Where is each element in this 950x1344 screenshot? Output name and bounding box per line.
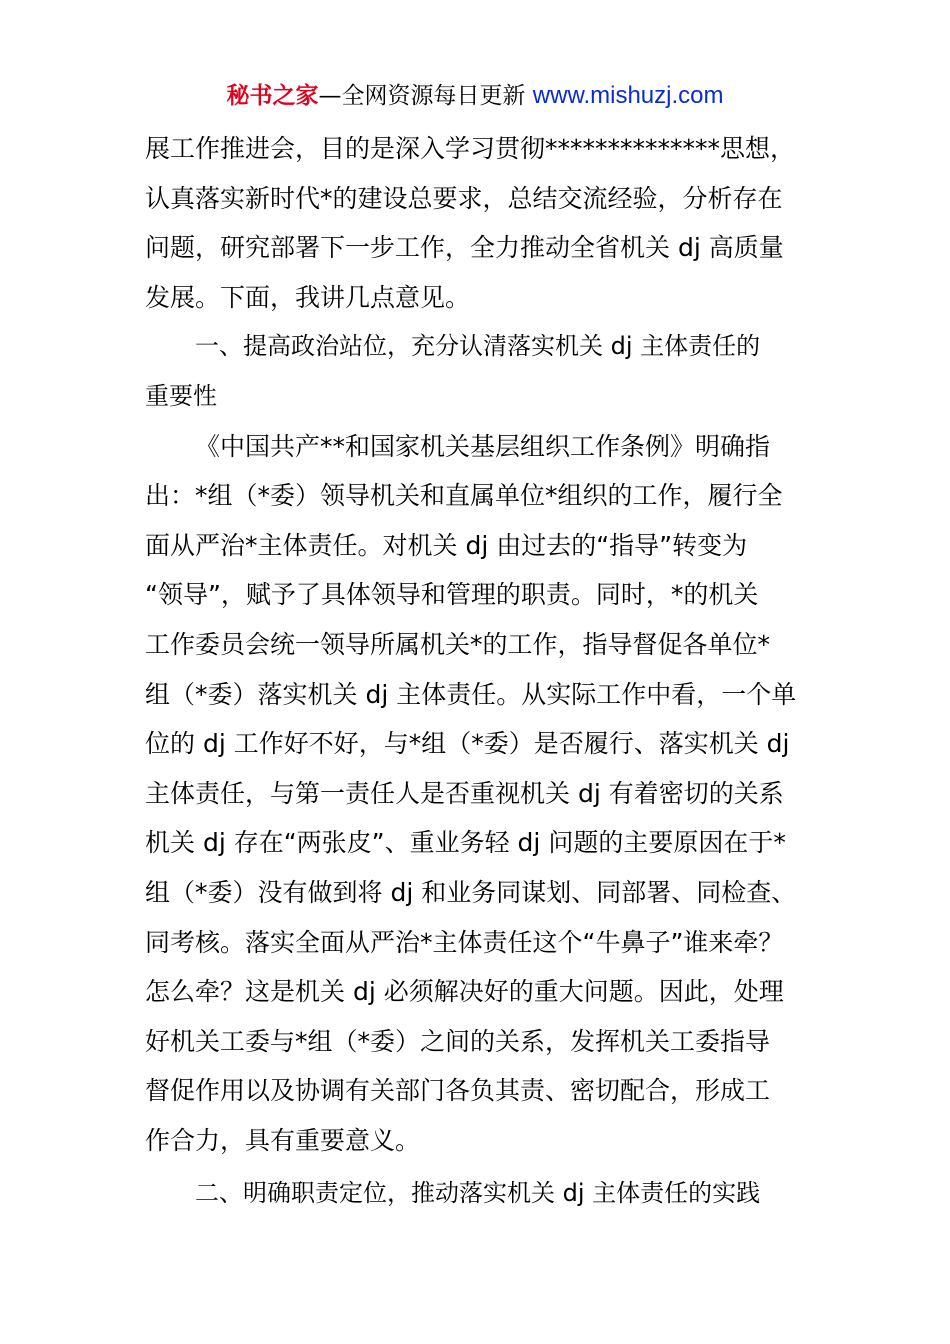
text-line: “领导”，赋予了具体领导和管理的职责。同时，*的机关 [145,580,759,610]
text-line: 同考核。落实全面从严治*主体责任这个“牛鼻子”谁来牵？ [145,927,784,957]
text-line: 组（*委）没有做到将 dj 和业务同谋划、同部署、同检查、 [145,877,797,907]
site-brand: 秘书之家 [226,83,319,109]
text-line: 面从严治*主体责任。对机关 dj 由过去的“指导”转变为 [145,530,748,560]
text-line: 作合力，具有重要意义。 [145,1125,421,1155]
text-line: 督促作用以及协调有关部门各负其责、密切配合，形成工 [145,1076,771,1106]
document-body [145,124,835,1219]
text-line: 主体责任，与第一责任人是否重视机关 dj 有着密切的关系 [145,778,784,808]
text-line: 机关 dj 存在“两张皮”、重业务轻 dj 问题的主要原因在于* [145,828,786,858]
site-tagline: —全网资源每日更新 [318,83,533,109]
text-line: 问题，研究部署下一步工作，全力推动全省机关 dj 高质量 [145,233,784,263]
section-heading-2: 二、明确职责定位，推动落实机关 dj 主体责任的实践 [195,1179,761,1208]
text-line: 好机关工委与*组（*委）之间的关系，发挥机关工委指导 [145,1026,771,1056]
text-line: 工作委员会统一领导所属机关*的工作，指导督促各单位* [145,629,771,659]
paragraph-first-line: 《中国共产**和国家机关基层组织工作条例》明确指 [195,431,771,461]
text-line: 出：*组（*委）领导机关和直属单位*组织的工作，履行全 [145,481,783,511]
section-heading-1-cont: 重要性 [145,381,217,410]
text-line: 组（*委）落实机关 dj 主体责任。从实际工作中看，一个单 [145,679,797,709]
text-line: 展工作推进会，目的是深入学习贯彻**************思想， [145,134,796,163]
text-line: 位的 dj 工作好不好，与*组（*委）是否履行、落实机关 dj [145,729,790,759]
text-line: 怎么牵？这是机关 dj 必须解决好的重大问题。因此，处理 [145,977,784,1007]
section-heading-1: 一、提高政治站位，充分认清落实机关 dj 主体责任的 [195,332,761,361]
text-line: 认真落实新时代*的建设总要求，总结交流经验，分析存在 [145,183,783,213]
text-line: 发展。下面，我讲几点意见。 [145,282,471,312]
site-url-link[interactable]: www.mishuzj.com [532,82,724,109]
site-banner [0,80,950,112]
